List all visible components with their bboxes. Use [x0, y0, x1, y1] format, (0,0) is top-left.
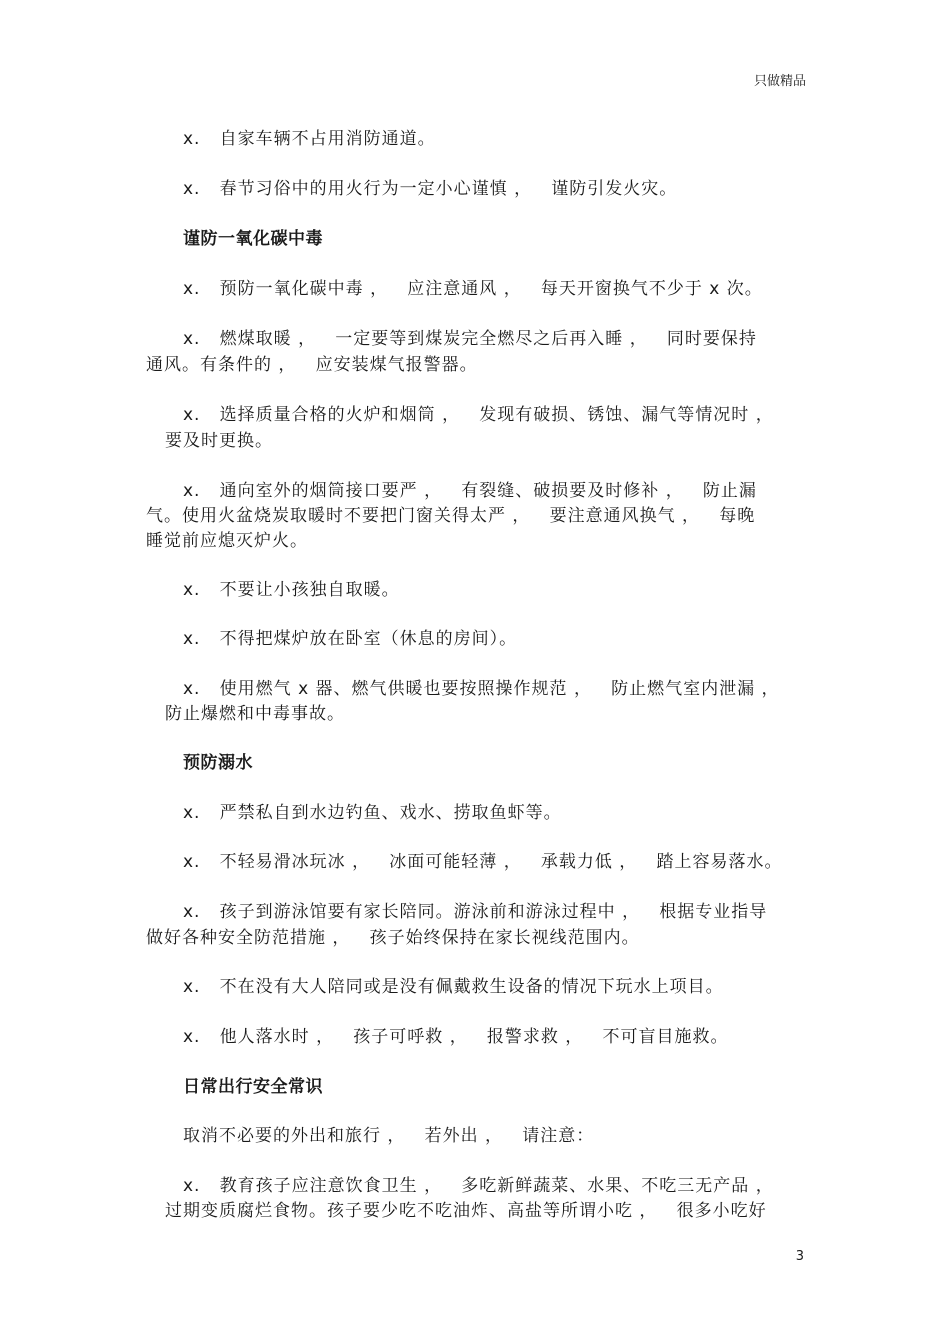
section-heading: 预防溺水 — [183, 753, 253, 773]
list-item: x. 他人落水时 ， 孩子可呼救 ， 报警求救 ， 不可盲目施救。 — [183, 1027, 729, 1047]
list-item: x. 不在没有大人陪同或是没有佩戴救生设备的情况下玩水上项目。 — [183, 977, 724, 997]
list-item: x. 燃煤取暖 ， 一定要等到煤炭完全燃尽之后再入睡 ， 同时要保持 — [183, 329, 757, 349]
section-heading: 日常出行安全常识 — [183, 1077, 323, 1097]
list-item-continuation: 睡觉前应熄灭炉火。 — [146, 531, 308, 551]
list-item: x. 不轻易滑冰玩冰 ， 冰面可能轻薄 ， 承载力低 ， 踏上容易落水。 — [183, 852, 783, 872]
list-item-continuation: 过期变质腐烂食物。孩子要少吃不吃油炸、高盐等所谓小吃 ， 很多小吃好 — [165, 1201, 767, 1221]
list-item-continuation: 气。使用火盆烧炭取暖时不要把门窗关得太严 ， 要注意通风换气 ， 每晚 — [146, 506, 756, 526]
page-number: 3 — [795, 1249, 804, 1264]
list-item: x. 不得把煤炉放在卧室（休息的房间）。 — [183, 629, 518, 649]
list-item: x. 选择质量合格的火炉和烟筒 ， 发现有破损、锈蚀、漏气等情况时 ， — [183, 405, 774, 425]
section-heading: 谨防一氧化碳中毒 — [183, 229, 323, 249]
list-item: x. 严禁私自到水边钓鱼、戏水、捞取鱼虾等。 — [183, 803, 562, 823]
paragraph: 取消不必要的外出和旅行 ， 若外出 ， 请注意： — [183, 1126, 595, 1146]
list-item-continuation: 做好各种安全防范措施 ， 孩子始终保持在家长视线范围内。 — [146, 928, 640, 948]
list-item: x. 不要让小孩独自取暖。 — [183, 580, 400, 600]
page-header: 只做精品 — [753, 74, 806, 89]
list-item: x. 教育孩子应注意饮食卫生 ， 多吃新鲜蔬菜、水果、不吃三无产品 ， — [183, 1176, 774, 1196]
list-item: x. 使用燃气 x 器、燃气供暖也要按照操作规范 ， 防止燃气室内泄漏 ， — [183, 679, 780, 699]
list-item: x. 自家车辆不占用消防通道。 — [183, 129, 436, 149]
list-item: x. 春节习俗中的用火行为一定小心谨慎 ， 谨防引发火灾。 — [183, 179, 678, 199]
list-item-continuation: 通风。有条件的 ， 应安装煤气报警器。 — [146, 355, 478, 375]
list-item-continuation: 要及时更换。 — [165, 431, 273, 451]
list-item: x. 通向室外的烟筒接口要严 ， 有裂缝、破损要及时修补 ， 防止漏 — [183, 481, 757, 501]
list-item-continuation: 防止爆燃和中毒事故。 — [165, 704, 345, 724]
list-item: x. 孩子到游泳馆要有家长陪同。游泳前和游泳过程中 ， 根据专业指导 — [183, 902, 768, 922]
list-item: x. 预防一氧化碳中毒 ， 应注意通风 ， 每天开窗换气不少于 x 次。 — [183, 279, 763, 299]
